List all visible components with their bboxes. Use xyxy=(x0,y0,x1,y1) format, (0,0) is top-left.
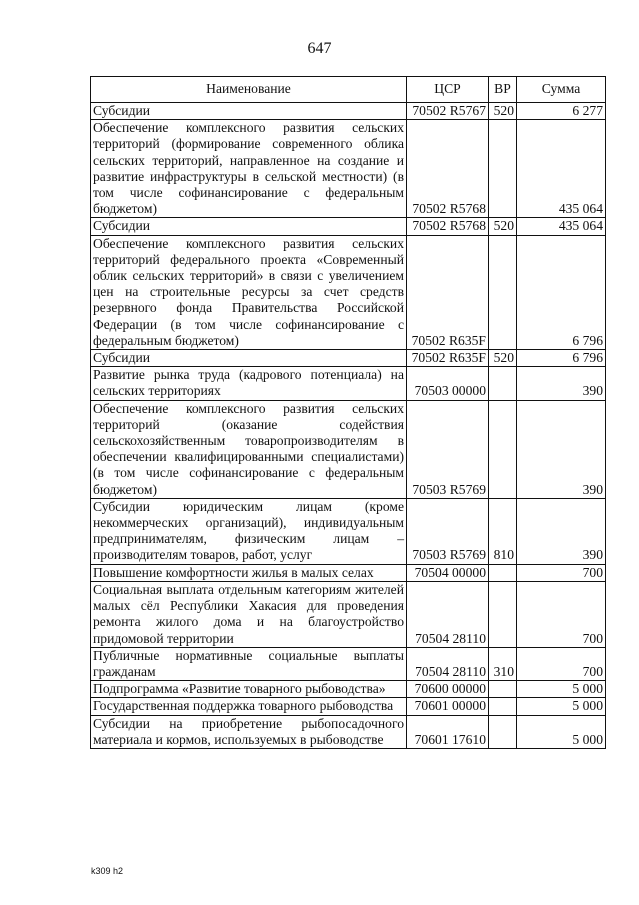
cell-vr: 810 xyxy=(489,498,517,564)
table-row xyxy=(91,647,606,680)
cell-vr xyxy=(489,235,517,349)
cell-sum: 700 xyxy=(517,581,606,647)
cell-sum: 390 xyxy=(517,498,606,564)
cell-name: Публичные нормативные социальные выплаты гражданам xyxy=(91,647,407,680)
cell-csr: 70502 R635F xyxy=(407,350,489,367)
cell-name: Субсидии xyxy=(91,103,407,120)
budget-table xyxy=(90,76,606,749)
cell-sum: 6 796 xyxy=(517,235,606,349)
cell-csr: 70504 00000 xyxy=(407,564,489,581)
table-header-row xyxy=(91,77,606,103)
cell-vr xyxy=(489,400,517,498)
cell-sum: 390 xyxy=(517,367,606,400)
cell-name: Субсидии на приобретение рыбопосадочного материала и кормов, используемых в рыбоводстве xyxy=(91,715,407,748)
table-row xyxy=(91,681,606,698)
table-row xyxy=(91,235,606,349)
cell-vr xyxy=(489,715,517,748)
table-row xyxy=(91,120,606,218)
cell-vr xyxy=(489,367,517,400)
header-vr: ВР xyxy=(489,77,517,103)
cell-name: Обеспечение комплексного развития сельских территорий (оказание содействия сельскохозяйственным товаропроизводителям в обеспечении квалифицированными специалистами) (в том числе софинансирование с федеральным бюджетом) xyxy=(91,400,407,498)
cell-name: Подпрограмма «Развитие товарного рыбоводства» xyxy=(91,681,407,698)
cell-csr: 70503 R5769 xyxy=(407,498,489,564)
cell-vr xyxy=(489,698,517,715)
page-number: 647 xyxy=(307,40,332,57)
cell-vr: 310 xyxy=(489,647,517,680)
cell-vr xyxy=(489,120,517,218)
cell-sum: 6 796 xyxy=(517,350,606,367)
table-row xyxy=(91,498,606,564)
cell-sum: 700 xyxy=(517,647,606,680)
cell-sum: 435 064 xyxy=(517,120,606,218)
cell-name: Обеспечение комплексного развития сельских территорий федерального проекта «Современный облик сельских территорий» в связи с увеличением цен на строительные ресурсы за счет средств резервного фонда Правительства Российской Федерации (в том числе софинансирование с федеральным бюджетом) xyxy=(91,235,407,349)
cell-vr xyxy=(489,581,517,647)
cell-csr: 70601 00000 xyxy=(407,698,489,715)
cell-vr: 520 xyxy=(489,218,517,235)
cell-csr: 70504 28110 xyxy=(407,581,489,647)
cell-vr xyxy=(489,681,517,698)
cell-csr: 70502 R5768 xyxy=(407,120,489,218)
cell-vr xyxy=(489,564,517,581)
cell-name: Субсидии xyxy=(91,350,407,367)
cell-sum: 6 277 xyxy=(517,103,606,120)
cell-csr: 70504 28110 xyxy=(407,647,489,680)
cell-sum: 5 000 xyxy=(517,715,606,748)
cell-sum: 390 xyxy=(517,400,606,498)
cell-csr: 70502 R5768 xyxy=(407,218,489,235)
cell-name: Повышение комфортности жилья в малых селах xyxy=(91,564,407,581)
table-row xyxy=(91,715,606,748)
header-name: Наименование xyxy=(91,77,407,103)
cell-sum: 5 000 xyxy=(517,698,606,715)
cell-name: Субсидии xyxy=(91,218,407,235)
cell-sum: 700 xyxy=(517,564,606,581)
table-row xyxy=(91,400,606,498)
header-csr: ЦСР xyxy=(407,77,489,103)
cell-csr: 70503 R5769 xyxy=(407,400,489,498)
table-row xyxy=(91,218,606,235)
footer-code: k309 h2 xyxy=(91,866,124,876)
cell-csr: 70600 00000 xyxy=(407,681,489,698)
cell-name: Государственная поддержка товарного рыбоводства xyxy=(91,698,407,715)
cell-name: Обеспечение комплексного развития сельских территорий (формирование современного облика сельских территорий, направленное на создание и развитие инфраструктуры в сельской местности) (в том числе софинансирование с федеральным бюджетом) xyxy=(91,120,407,218)
cell-csr: 70503 00000 xyxy=(407,367,489,400)
cell-name: Субсидии юридическим лицам (кроме некоммерческих организаций), индивидуальным предпринимателям, физическим лицам – производителям товаров, работ, услуг xyxy=(91,498,407,564)
cell-csr: 70502 R5767 xyxy=(407,103,489,120)
table-row xyxy=(91,581,606,647)
cell-csr: 70502 R635F xyxy=(407,235,489,349)
cell-sum: 435 064 xyxy=(517,218,606,235)
table-row xyxy=(91,564,606,581)
cell-vr: 520 xyxy=(489,350,517,367)
table-row xyxy=(91,103,606,120)
cell-name: Развитие рынка труда (кадрового потенциала) на сельских территориях xyxy=(91,367,407,400)
cell-csr: 70601 17610 xyxy=(407,715,489,748)
header-sum: Сумма xyxy=(517,77,606,103)
cell-sum: 5 000 xyxy=(517,681,606,698)
table-row xyxy=(91,698,606,715)
table-row xyxy=(91,367,606,400)
cell-name: Социальная выплата отдельным категориям жителей малых сёл Республики Хакасия для проведения ремонта жилого дома и на благоустройство придомовой территории xyxy=(91,581,407,647)
table-row xyxy=(91,350,606,367)
cell-vr: 520 xyxy=(489,103,517,120)
